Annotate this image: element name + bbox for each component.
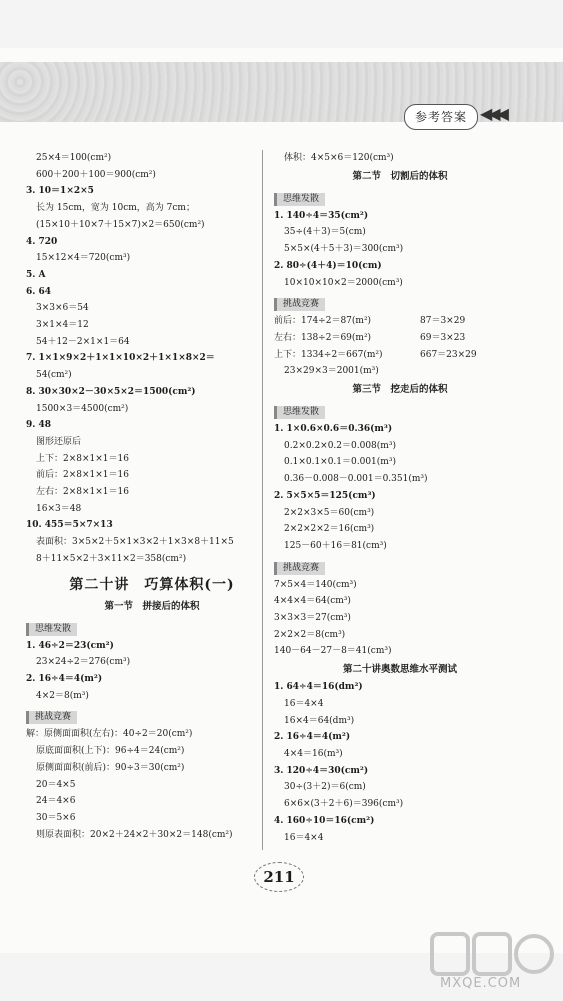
answer-line: 35÷(4＋3)＝5(cm)	[284, 227, 366, 238]
answer-line: 左右：2×8×1×1＝16	[36, 487, 129, 498]
answer-line: 23×29×3＝2001(m³)	[284, 366, 379, 377]
answer-line: 0.1×0.1×0.1＝0.001(m³)	[284, 457, 396, 468]
answer-line: 8＋11×5×2＋3×11×2＝358(cm²)	[36, 553, 187, 564]
answer-line: 5. A	[26, 269, 46, 280]
answer-line: 解：原侧面面积(左右)：40÷2＝20(cm²)	[26, 729, 193, 740]
answer-line: 表面积：3×5×2＋5×1×3×2＋1×3×8＋11×5	[36, 537, 234, 548]
answer-line: 4. 160÷10＝16(cm²)	[274, 815, 375, 826]
answer-line: 6×6×(3＋2＋6)＝396(cm³)	[284, 799, 404, 810]
tag-thinking: 思维发散	[26, 623, 77, 636]
subsection-title-2: 第二节 切割后的体积	[352, 170, 448, 182]
answer-line: 7×5×4＝140(cm³)	[274, 579, 357, 590]
answer-line: 2×2×2×2＝16(cm³)	[284, 524, 375, 535]
answers-section2-a	[274, 208, 526, 292]
answer-line: 2. 16÷4＝4(m²)	[26, 673, 103, 684]
answer-line: 原底面面积(上下)：96÷4＝24(cm²)	[36, 746, 185, 757]
answers-section3-b	[274, 577, 526, 661]
answer-line: 1500×3＝4500(cm²)	[36, 403, 129, 414]
answer-line: 2×2×2＝8(cm³)	[274, 629, 346, 640]
answer-line: 前后：2×8×1×1＝16	[36, 470, 129, 481]
answer-line: 16＝4×4	[284, 698, 324, 709]
tag-challenge: 挑战竞赛	[26, 711, 77, 724]
answer-line: 10×10×10×2＝2000(cm³)	[284, 277, 403, 288]
answer-line: 3. 10＝1×2×5	[26, 186, 94, 197]
answer-line: 30＝5×6	[36, 812, 76, 823]
answer-line: 4×4＝16(m³)	[284, 748, 343, 759]
page-number: 211	[254, 862, 304, 892]
answer-line: (15×10＋10×7＋15×7)×2＝650(cm²)	[36, 219, 205, 230]
section-title: 第二十讲 巧算体积(一)	[69, 576, 235, 593]
subsection-title-3: 第三节 挖走后的体积	[352, 384, 448, 396]
answers-test	[274, 679, 526, 846]
answer-line: 125－60＋16＝81(cm³)	[284, 540, 387, 551]
answer-line: 1. 1×0.6×0.6＝0.36(m³)	[274, 424, 393, 435]
test-title: 第二十讲奥数思维水平测试	[342, 664, 457, 676]
answers-section1-a	[26, 638, 278, 705]
watermark-text: MXQE.COM	[440, 976, 522, 991]
answer-line: 9. 48	[26, 420, 52, 431]
answer-area: 左右：138÷2＝69(m²)	[274, 332, 372, 343]
answer-line: 5×5×(4＋5＋3)＝300(cm³)	[284, 244, 404, 255]
answer-line: 16＝4×4	[284, 832, 324, 843]
tag-challenge: 挑战竞赛	[274, 562, 325, 575]
chevron-right-icon: ◀◀◀	[480, 104, 505, 123]
answer-factor: 69＝3×23	[420, 332, 466, 343]
answer-line: 3×3×3＝27(cm³)	[274, 613, 351, 624]
answer-line: 0.36－0.008－0.001＝0.351(m³)	[284, 474, 428, 485]
answer-pair-row	[274, 330, 526, 347]
answers-section1-b	[26, 726, 278, 843]
answer-area: 前后：174÷2＝87(m²)	[274, 316, 372, 327]
answer-line: 2. 16÷4＝4(m²)	[274, 732, 351, 743]
answer-line: 54(cm²)	[36, 370, 72, 381]
answer-line: 7. 1×1×9×2＋1×1×10×2＋1×1×8×2＝	[26, 353, 215, 364]
answers-section2-pairs	[274, 313, 526, 363]
answer-line: 24＝4×6	[36, 796, 76, 807]
answer-line: 图形还原后	[36, 436, 82, 447]
answer-line: 4×4×4＝64(cm³)	[274, 596, 351, 607]
answer-line: 8. 30×30×2－30×5×2＝1500(cm²)	[26, 386, 196, 397]
answer-line: 原侧面面积(前后)：90÷3＝30(cm²)	[36, 762, 185, 773]
answer-line: 16×4＝64(dm³)	[284, 715, 355, 726]
answer-line: 600＋200＋100＝900(cm²)	[36, 169, 156, 180]
answer-line: 3×3×6＝54	[36, 303, 89, 314]
answer-line: 则原表面积：20×2＋24×2＋30×2＝148(cm²)	[36, 829, 233, 840]
tag-thinking: 思维发散	[274, 193, 325, 206]
answer-line: 20＝4×5	[36, 779, 76, 790]
answer-line: 2. 5×5×5＝125(cm³)	[274, 490, 376, 501]
answer-line: 4×2＝8(m³)	[36, 690, 89, 701]
left-answer-lines	[26, 150, 278, 568]
answer-line: 15×12×4＝720(cm³)	[36, 253, 131, 264]
tag-challenge: 挑战竞赛	[274, 298, 325, 311]
answer-pair-row	[274, 347, 526, 364]
answer-line: 30÷(3＋2)＝6(cm)	[284, 782, 366, 793]
answer-line: 长为 15cm，宽为 10cm，高为 7cm；	[36, 203, 195, 214]
answer-line: 4. 720	[26, 236, 58, 247]
answer-line: 1. 64÷4＝16(dm²)	[274, 682, 363, 693]
answer-factor: 667＝23×29	[420, 349, 477, 360]
answer-area: 上下：1334÷2＝667(m²)	[274, 349, 383, 360]
answer-line: 140－64－27－8＝41(cm³)	[274, 646, 392, 657]
answer-line: 23×24÷2＝276(cm³)	[36, 657, 131, 668]
answer-line: 2×2×3×5＝60(cm³)	[284, 507, 375, 518]
answer-line: 1. 46÷2＝23(cm²)	[26, 640, 114, 651]
subsection-title-1: 第一节 拼接后的体积	[104, 600, 200, 612]
answer-line: 3×1×4＝12	[36, 320, 89, 331]
right-column	[274, 150, 526, 846]
answer-line: 25×4＝100(cm²)	[36, 153, 112, 163]
header-decoration	[0, 62, 563, 122]
tag-thinking: 思维发散	[274, 406, 325, 419]
answer-key-badge: 参考答案	[404, 104, 478, 130]
answer-line: 6. 64	[26, 286, 52, 297]
answer-line: 10. 455＝5×7×13	[26, 520, 113, 531]
answers-section3-a	[274, 421, 526, 555]
answer-line: 0.2×0.2×0.2＝0.008(m³)	[284, 440, 396, 451]
answer-line: 16×3＝48	[36, 503, 82, 514]
left-column	[26, 150, 278, 843]
answer-line: 2. 80÷(4＋4)＝10(cm)	[274, 260, 382, 271]
answer-line: 体积：4×5×6＝120(cm³)	[284, 153, 394, 163]
answer-factor: 87＝3×29	[420, 316, 466, 327]
answer-line: 3. 120÷4＝30(cm²)	[274, 765, 369, 776]
answer-pair-row	[274, 313, 526, 330]
answer-line: 54＋12－2×1×1＝64	[36, 336, 130, 347]
answer-line: 上下：2×8×1×1＝16	[36, 453, 129, 464]
answer-line: 1. 140÷4＝35(cm²)	[274, 210, 369, 221]
